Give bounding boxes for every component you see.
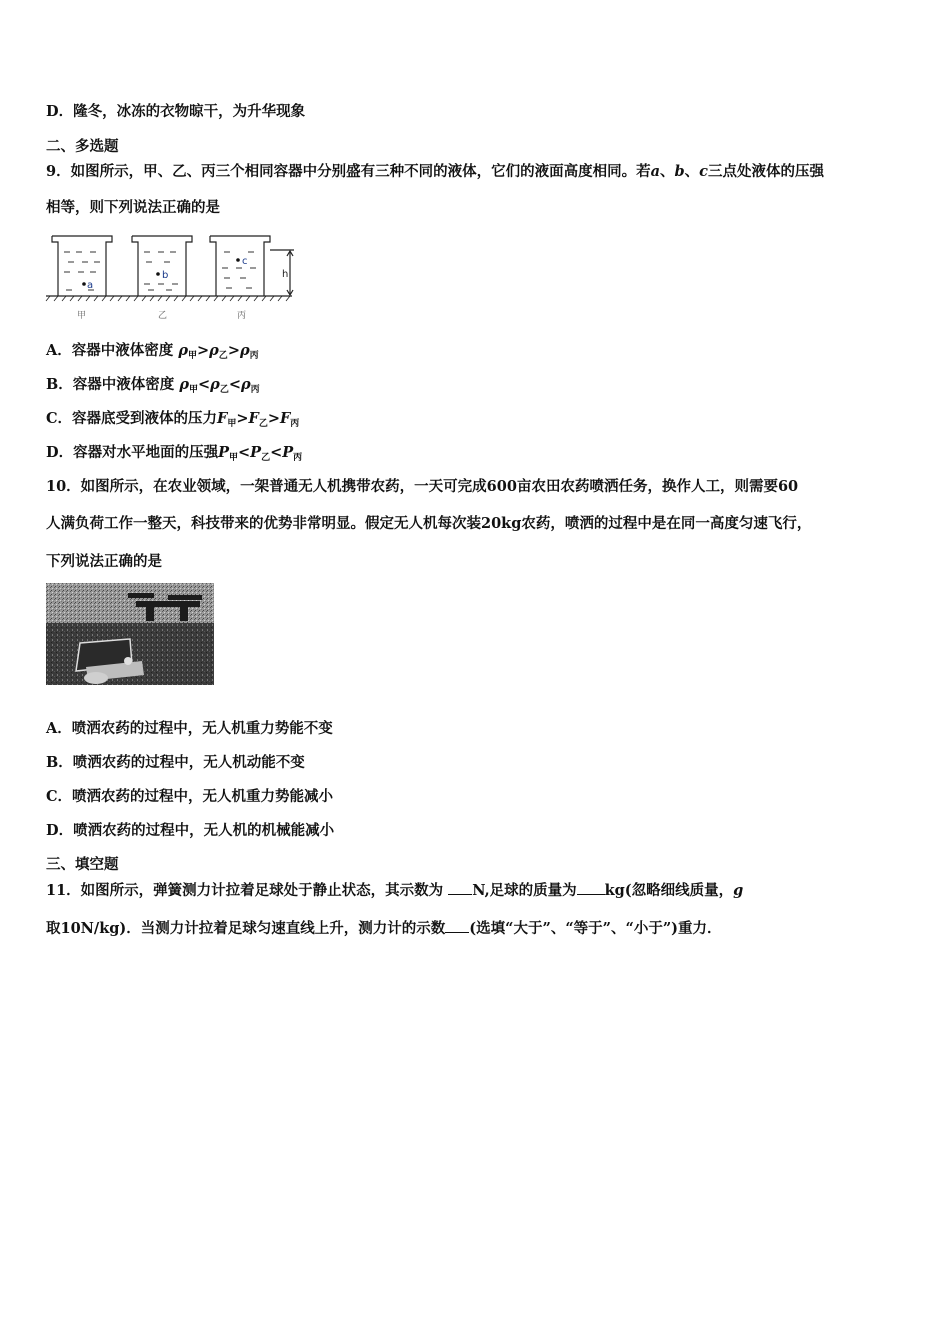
point-b-dot [156, 272, 160, 276]
subscript: 甲 [228, 453, 238, 463]
subscript: 甲 [188, 385, 198, 395]
operator: > [227, 342, 240, 359]
point-b-label: b [162, 270, 169, 281]
q9-stem-line1 [46, 162, 824, 182]
q11-line1 [46, 880, 743, 901]
subscript: 丙 [250, 385, 260, 395]
q9-var-c: c [699, 163, 708, 180]
subscript: 乙 [218, 351, 228, 361]
q9-option-c [46, 409, 299, 431]
q11-text-1: 11．如图所示，弹簧测力计拉着足球处于静止状态，其示数为 [46, 882, 444, 899]
force-symbol: F [248, 410, 259, 427]
q9-option-b-text: B．容器中液体密度 [46, 376, 175, 393]
pressure-symbol: P [282, 444, 294, 461]
container-label-jia: 甲 [77, 311, 87, 321]
q9-option-a-text: A．容器中液体密度 [46, 342, 174, 359]
point-a-dot [82, 282, 86, 286]
operator: > [236, 410, 249, 427]
container-label-bing: 丙 [237, 311, 247, 321]
q9-option-a [46, 341, 259, 363]
q9-sep1: 、 [660, 163, 675, 180]
q9-stem-text-b: 三点处液体的压强 [707, 163, 824, 180]
q9-stem-line2: 相等，则下列说法正确的是 [46, 199, 220, 216]
section-title-multiple-choice: 二、多选题 [46, 138, 119, 155]
q9-option-c-text: C．容器底受到液体的压力 [46, 410, 218, 427]
q11-text-3: kg(忽略细线质量， [604, 882, 734, 899]
answer-blank-reading[interactable] [445, 918, 469, 933]
q9-option-d-text: D．容器对水平地面的压强 [46, 444, 219, 461]
container-label-yi: 乙 [158, 311, 168, 321]
q10-option-a: A．喷洒农药的过程中，无人机重力势能不变 [46, 720, 333, 737]
subscript: 乙 [261, 453, 271, 463]
q11-text-4: 取10N/kg)．当测力计拉着足球匀速直线上升，测力计的示数 [46, 920, 446, 937]
rho-symbol: ρ [210, 376, 220, 393]
subscript: 丙 [249, 351, 259, 361]
subscript: 甲 [227, 419, 237, 429]
q10-stem-line2: 人满负荷工作一整天，科技带来的优势非常明显。假定无人机每次装20kg农药，喷洒的过程中是在同一高度匀速飞行， [46, 515, 812, 532]
q9-containers-figure [44, 232, 306, 322]
q9-option-b [46, 375, 260, 397]
force-symbol: F [279, 410, 291, 427]
subscript: 甲 [187, 351, 197, 361]
section-title-fill-in: 三、填空题 [46, 856, 119, 873]
operator: < [228, 376, 241, 393]
q10-stem-line3: 下列说法正确的是 [46, 553, 162, 570]
height-label: h [282, 269, 289, 280]
answer-blank-mass[interactable] [577, 880, 605, 895]
q11-line2 [46, 918, 722, 939]
operator: < [270, 444, 283, 461]
rho-symbol: ρ [239, 342, 250, 359]
q10-option-c: C．喷洒农药的过程中，无人机重力势能减小 [46, 788, 334, 805]
subscript: 乙 [219, 385, 229, 395]
q11-var-g: g [733, 882, 744, 899]
q9-stem-text-a: 9．如图所示，甲、乙、丙三个相同容器中分别盛有三种不同的液体，它们的液面高度相同。若 [46, 163, 651, 180]
subscript: 乙 [258, 419, 268, 429]
subscript: 丙 [293, 453, 303, 463]
rho-symbol: ρ [179, 376, 189, 393]
q11-text-2: N,足球的质量为 [472, 882, 577, 899]
subscript: 丙 [290, 419, 300, 429]
rho-symbol: ρ [209, 342, 219, 359]
rho-symbol: ρ [240, 376, 251, 393]
drone-photo [46, 583, 214, 685]
q10-option-b: B．喷洒农药的过程中，无人机动能不变 [46, 754, 305, 771]
rho-symbol: ρ [178, 342, 188, 359]
q9-var-a: a [650, 163, 660, 180]
q8-option-d: D．隆冬，冰冻的衣物晾干，为升华现象 [46, 103, 306, 120]
force-symbol: F [217, 410, 228, 427]
q10-stem-line1: 10．如图所示，在农业领域，一架普通无人机携带农药，一天可完成600亩农田农药喷洒任务，换作人工，则需要60 [46, 478, 799, 495]
operator: < [198, 376, 211, 393]
pressure-symbol: P [218, 444, 229, 461]
answer-blank-force[interactable] [448, 880, 472, 895]
operator: < [238, 444, 251, 461]
operator: > [196, 342, 210, 359]
operator: > [267, 410, 280, 427]
q9-var-b: b [674, 163, 685, 180]
point-c-dot [236, 258, 240, 262]
q10-option-d: D．喷洒农药的过程中，无人机的机械能减小 [46, 822, 335, 839]
point-c-label: c [242, 256, 248, 267]
q9-option-d [46, 443, 302, 465]
q9-sep2: 、 [684, 163, 700, 180]
q11-text-5: (选填“大于”、“等于”、“小于”)重力． [469, 920, 722, 937]
point-a-label: a [87, 280, 94, 291]
pressure-symbol: P [250, 444, 262, 461]
